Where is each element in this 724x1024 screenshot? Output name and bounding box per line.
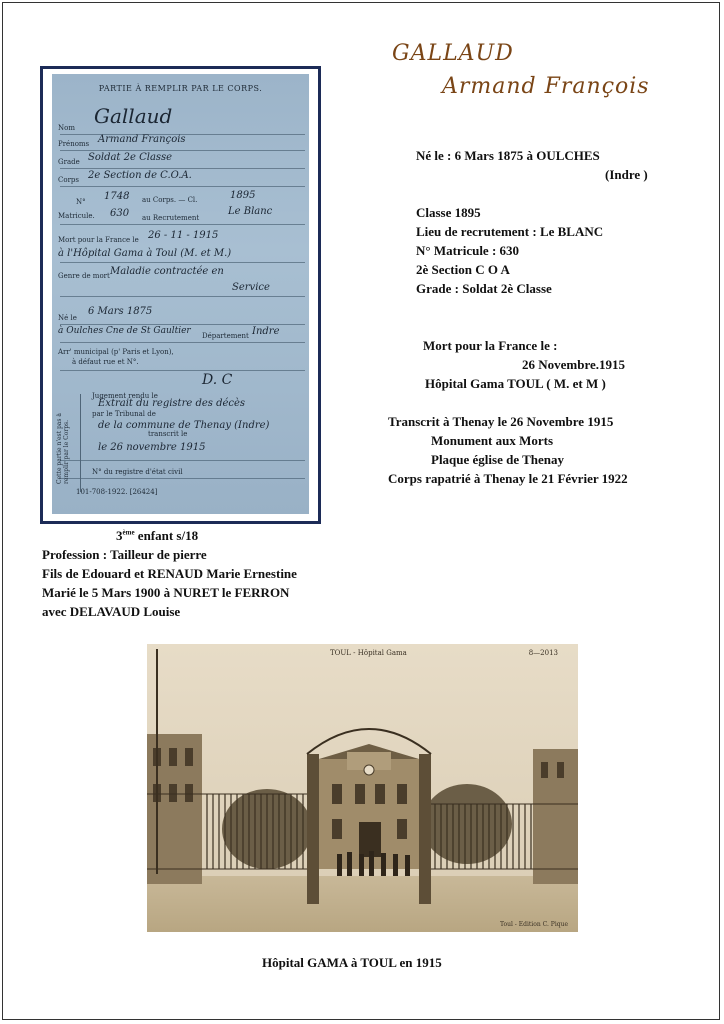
recrutement: Lieu de recrutement : Le BLANC bbox=[416, 224, 604, 239]
surname-title: GALLAUD bbox=[392, 41, 514, 66]
record-card bbox=[52, 74, 309, 514]
card-hw-lieu-mort: à l'Hôpital Gama à Toul (M. et M.) bbox=[58, 248, 232, 259]
repatriation: Corps rapatrié à Thenay le 21 Février 1922 bbox=[388, 471, 628, 486]
birth-line: Né le : 6 Mars 1875 à OULCHES bbox=[416, 148, 600, 163]
card-hw-ne-le: 6 Mars 1875 bbox=[88, 306, 153, 317]
card-hw-jug3: le 26 novembre 1915 bbox=[98, 442, 206, 453]
card-hw-nom: Gallaud bbox=[94, 104, 173, 128]
card-label-au-recrutement: au Recrutement bbox=[142, 214, 200, 222]
card-label-jugement: Jugement rendu le bbox=[92, 392, 158, 400]
card-hw-departement: Indre bbox=[252, 326, 280, 337]
card-label-tribunal: par le Tribunal de bbox=[92, 410, 156, 418]
parents: Fils de Edouard et RENAUD Marie Ernestine bbox=[42, 566, 297, 581]
section: 2è Section C O A bbox=[416, 262, 510, 277]
profession: Profession : Tailleur de pierre bbox=[42, 547, 207, 562]
mariage: Marié le 5 Mars 1900 à NURET le FERRON bbox=[42, 585, 290, 600]
grade: Grade : Soldat 2è Classe bbox=[416, 281, 552, 296]
card-hw-corps: 2e Section de C.O.A. bbox=[88, 170, 192, 181]
card-hw-classe: 1895 bbox=[230, 190, 256, 201]
card-hw-lieu-naissance: à Oulches Cne de St Gaultier bbox=[58, 326, 191, 336]
birth-region: (Indre ) bbox=[605, 167, 648, 182]
card-label-grade: Grade bbox=[58, 158, 80, 166]
card-hw-no-corps: 1748 bbox=[104, 191, 130, 202]
enfant-rank: 3ème enfant s/18 bbox=[116, 528, 199, 543]
photo-caption: Hôpital GAMA à TOUL en 1915 bbox=[262, 955, 442, 970]
card-hw-grade: Soldat 2e Classe bbox=[88, 152, 173, 163]
card-hw-genre-mort-2: Service bbox=[232, 282, 270, 293]
classe: Classe 1895 bbox=[416, 205, 481, 220]
card-label-prenoms: Prénoms bbox=[58, 140, 90, 148]
card-label-mort: Mort pour la France le bbox=[58, 236, 139, 244]
transcription: Transcrit à Thenay le 26 Novembre 1915 bbox=[388, 414, 614, 429]
card-side-note: Cette partie n'est pas à remplir par le Corps. bbox=[56, 413, 70, 484]
card-label-ne-le: Né le bbox=[58, 314, 77, 322]
card-label-arr: Arr' municipal (p' Paris et Lyon), bbox=[58, 348, 174, 356]
card-label-corps: Corps bbox=[58, 176, 79, 184]
card-label-au-corps: au Corps. — Cl. bbox=[142, 196, 198, 204]
card-hw-date-mort: 26 - 11 - 1915 bbox=[148, 230, 219, 241]
monument: Monument aux Morts bbox=[431, 433, 554, 448]
given-names-title: Armand François bbox=[442, 74, 650, 99]
matricule: N° Matricule : 630 bbox=[416, 243, 520, 258]
conjoint: avec DELAVAUD Louise bbox=[42, 604, 181, 619]
card-hw-no-recrut: 630 bbox=[110, 208, 130, 219]
card-hw-dc: D. C bbox=[202, 372, 233, 388]
card-label-registre: N° du registre d'état civil bbox=[92, 468, 183, 476]
card-label-departement: Département bbox=[202, 332, 249, 340]
card-header: PARTIE À REMPLIR PAR LE CORPS. bbox=[98, 84, 263, 93]
photo-caption-right: 8—2013 bbox=[528, 649, 558, 657]
card-label-nom: Nom bbox=[58, 124, 75, 132]
death-label: Mort pour la France le : bbox=[423, 338, 558, 353]
card-hw-lieu-recrut: Le Blanc bbox=[228, 206, 273, 217]
photo-credit: Toul - Edition C. Pique bbox=[499, 921, 568, 928]
card-label-transcrit: transcrit le bbox=[148, 430, 188, 438]
plaque: Plaque église de Thenay bbox=[431, 452, 565, 467]
card-hw-jug2: de la commune de Thenay (Indre) bbox=[98, 420, 270, 431]
photo-caption-left: TOUL - Hôpital Gama bbox=[330, 649, 407, 657]
death-place: Hôpital Gama TOUL ( M. et M ) bbox=[425, 376, 606, 391]
card-footer: 101-708-1922. [26424] bbox=[76, 488, 158, 496]
death-date: 26 Novembre.1915 bbox=[522, 357, 626, 372]
card-hw-prenoms: Armand François bbox=[98, 134, 186, 145]
card-label-no: N° bbox=[76, 198, 86, 206]
card-label-genre-mort: Genre de mort bbox=[58, 272, 110, 280]
card-hw-jug1: Extrait du registre des décès bbox=[98, 398, 246, 409]
card-hw-genre-mort: Maladie contractée en bbox=[110, 266, 224, 277]
hospital-photo bbox=[147, 644, 578, 932]
card-label-a-defaut: à défaut rue et N°. bbox=[72, 358, 139, 366]
card-label-matricule: Matricule. bbox=[58, 212, 95, 220]
